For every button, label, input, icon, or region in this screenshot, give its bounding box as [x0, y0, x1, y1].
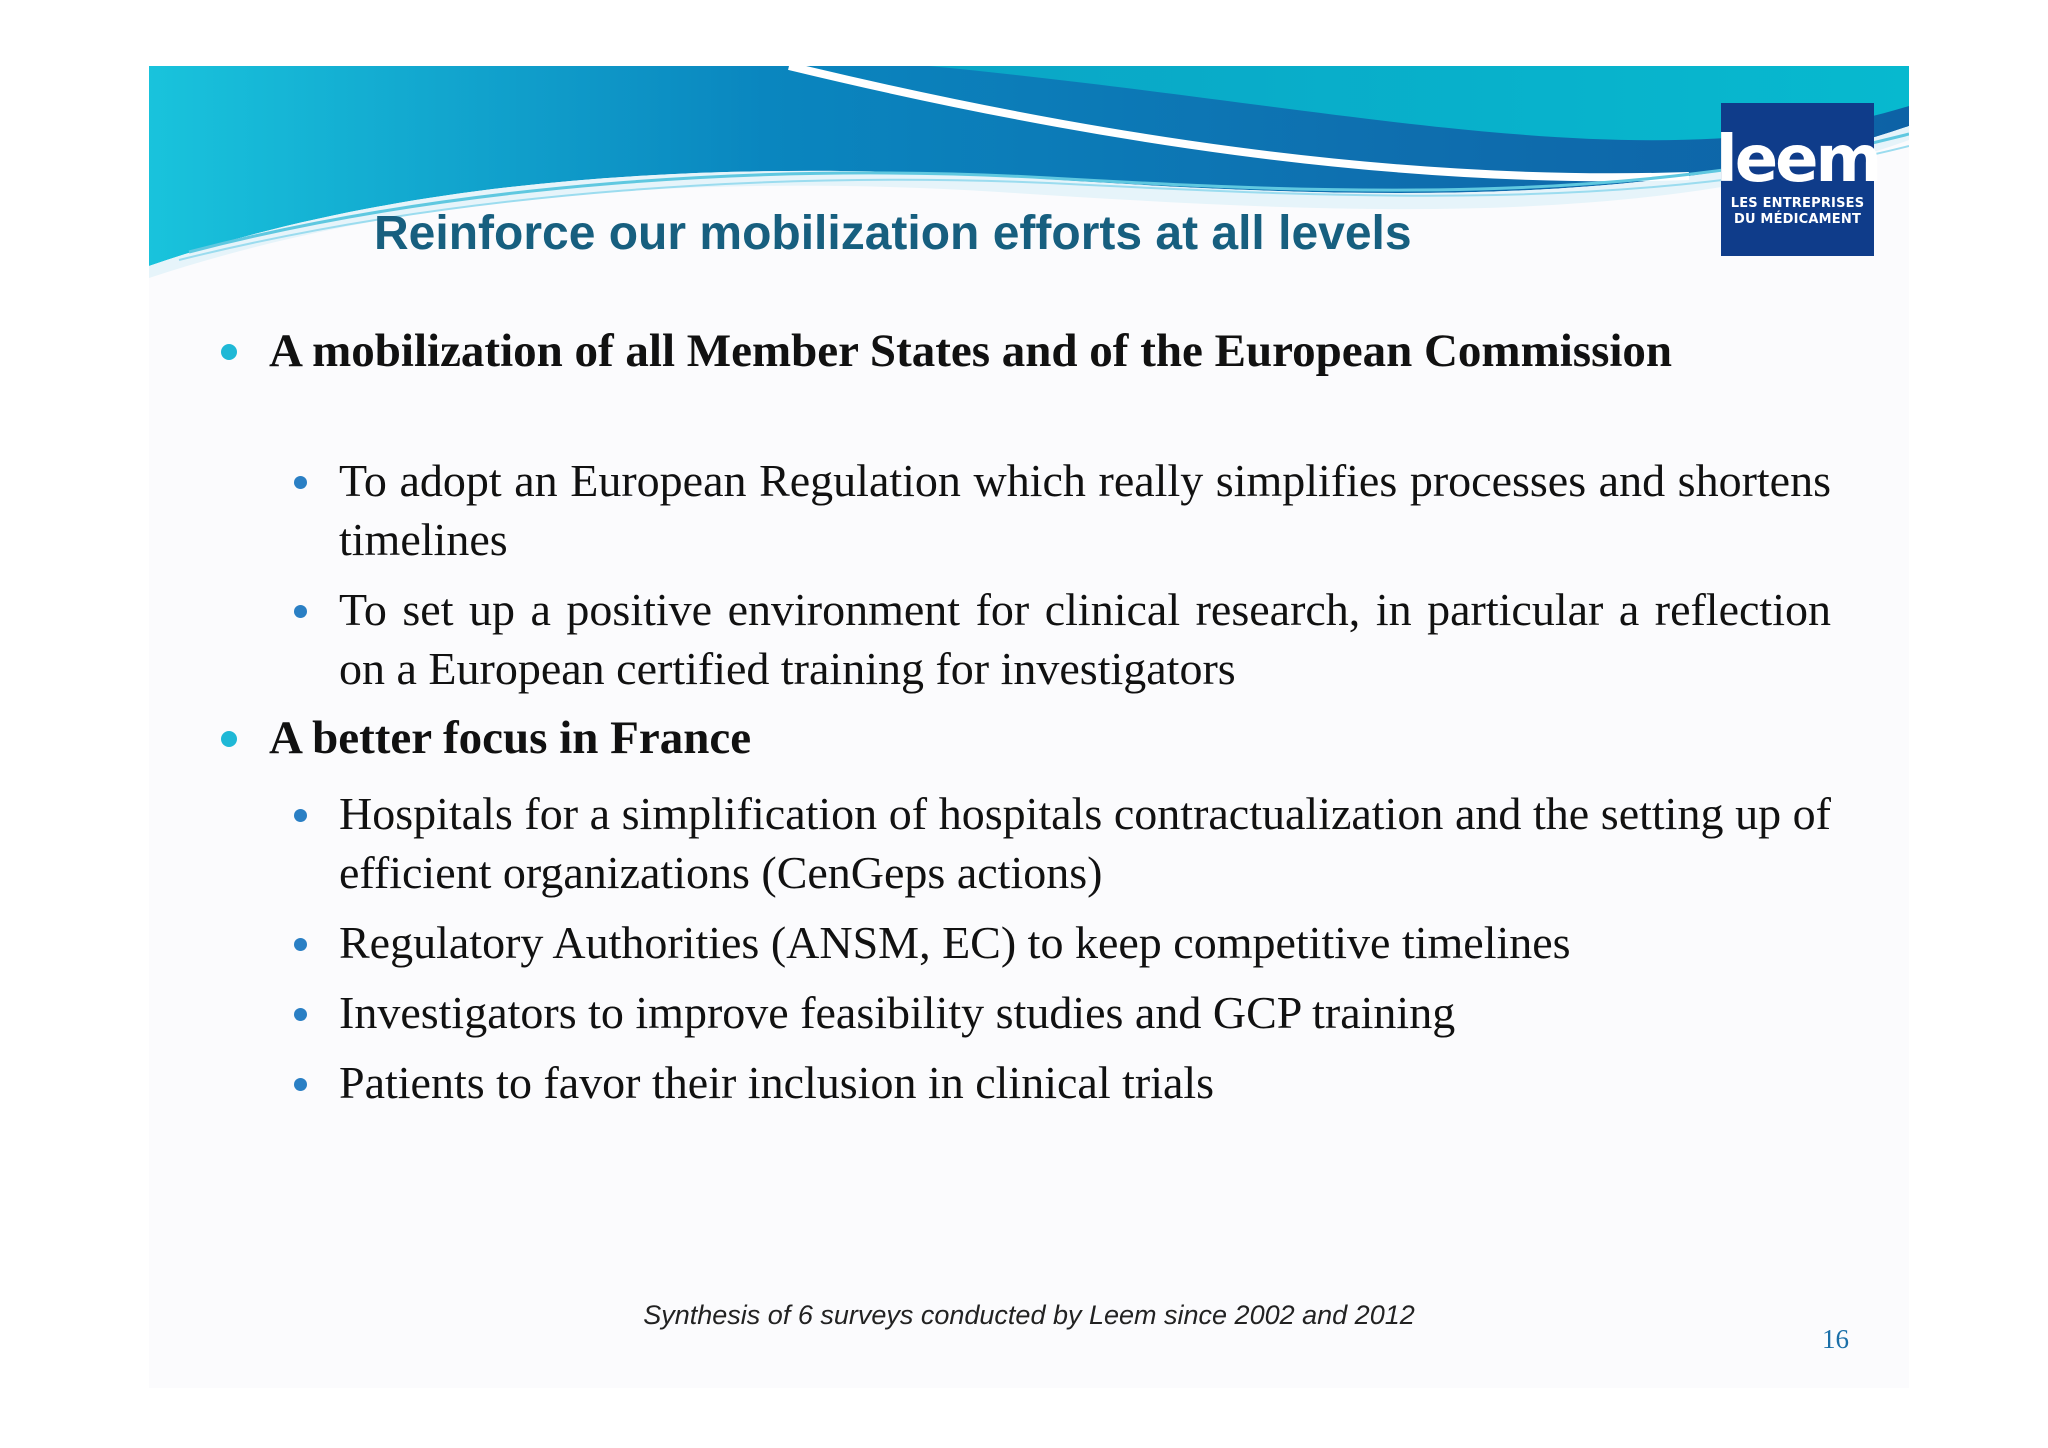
slide [149, 66, 1909, 1388]
footer-note: Synthesis of 6 surveys conducted by Leem since 2002 and 2012 [643, 1300, 1415, 1330]
bullet-level2: Regulatory Authorities (ANSM, EC) to keep competitive timelines [339, 917, 1571, 968]
sub-bullet-icon [294, 1008, 307, 1021]
sub-bullet-icon [294, 1078, 307, 1091]
bullet-icon [221, 344, 237, 360]
bullet-level1: A mobilization of all Member States and of the European Commission [269, 325, 1673, 377]
bullet-level1: A better focus in France [269, 712, 752, 764]
logo-wordmark: leem [1715, 122, 1880, 197]
sub-bullet-icon [294, 938, 307, 951]
bullet-level2: To adopt an European Regulation which really simplifies processes and shortens timelines [339, 455, 1831, 565]
sub-bullet-icon [294, 476, 307, 489]
bullet-icon [221, 731, 237, 747]
bullet-level2: Hospitals for a simplification of hospitals contractualization and the setting up of efficient organizations (CenGeps actions) [339, 788, 1831, 898]
page-number: 16 [1822, 1324, 1849, 1354]
sub-bullet-icon [294, 809, 307, 822]
slide-title: Reinforce our mobilization efforts at all levels [374, 207, 1412, 260]
logo-tagline: LES ENTREPRISES DU MÉDICAMENT [1730, 195, 1865, 227]
sub-bullet-icon [294, 605, 307, 618]
bullet-level2: To set up a positive environment for clinical research, in particular a reflection on a European certified training for investigators [339, 584, 1831, 694]
slide-content [149, 66, 1909, 1388]
bullet-level2: Investigators to improve feasibility studies and GCP training [339, 987, 1456, 1038]
bullet-level2: Patients to favor their inclusion in clinical trials [339, 1057, 1215, 1108]
